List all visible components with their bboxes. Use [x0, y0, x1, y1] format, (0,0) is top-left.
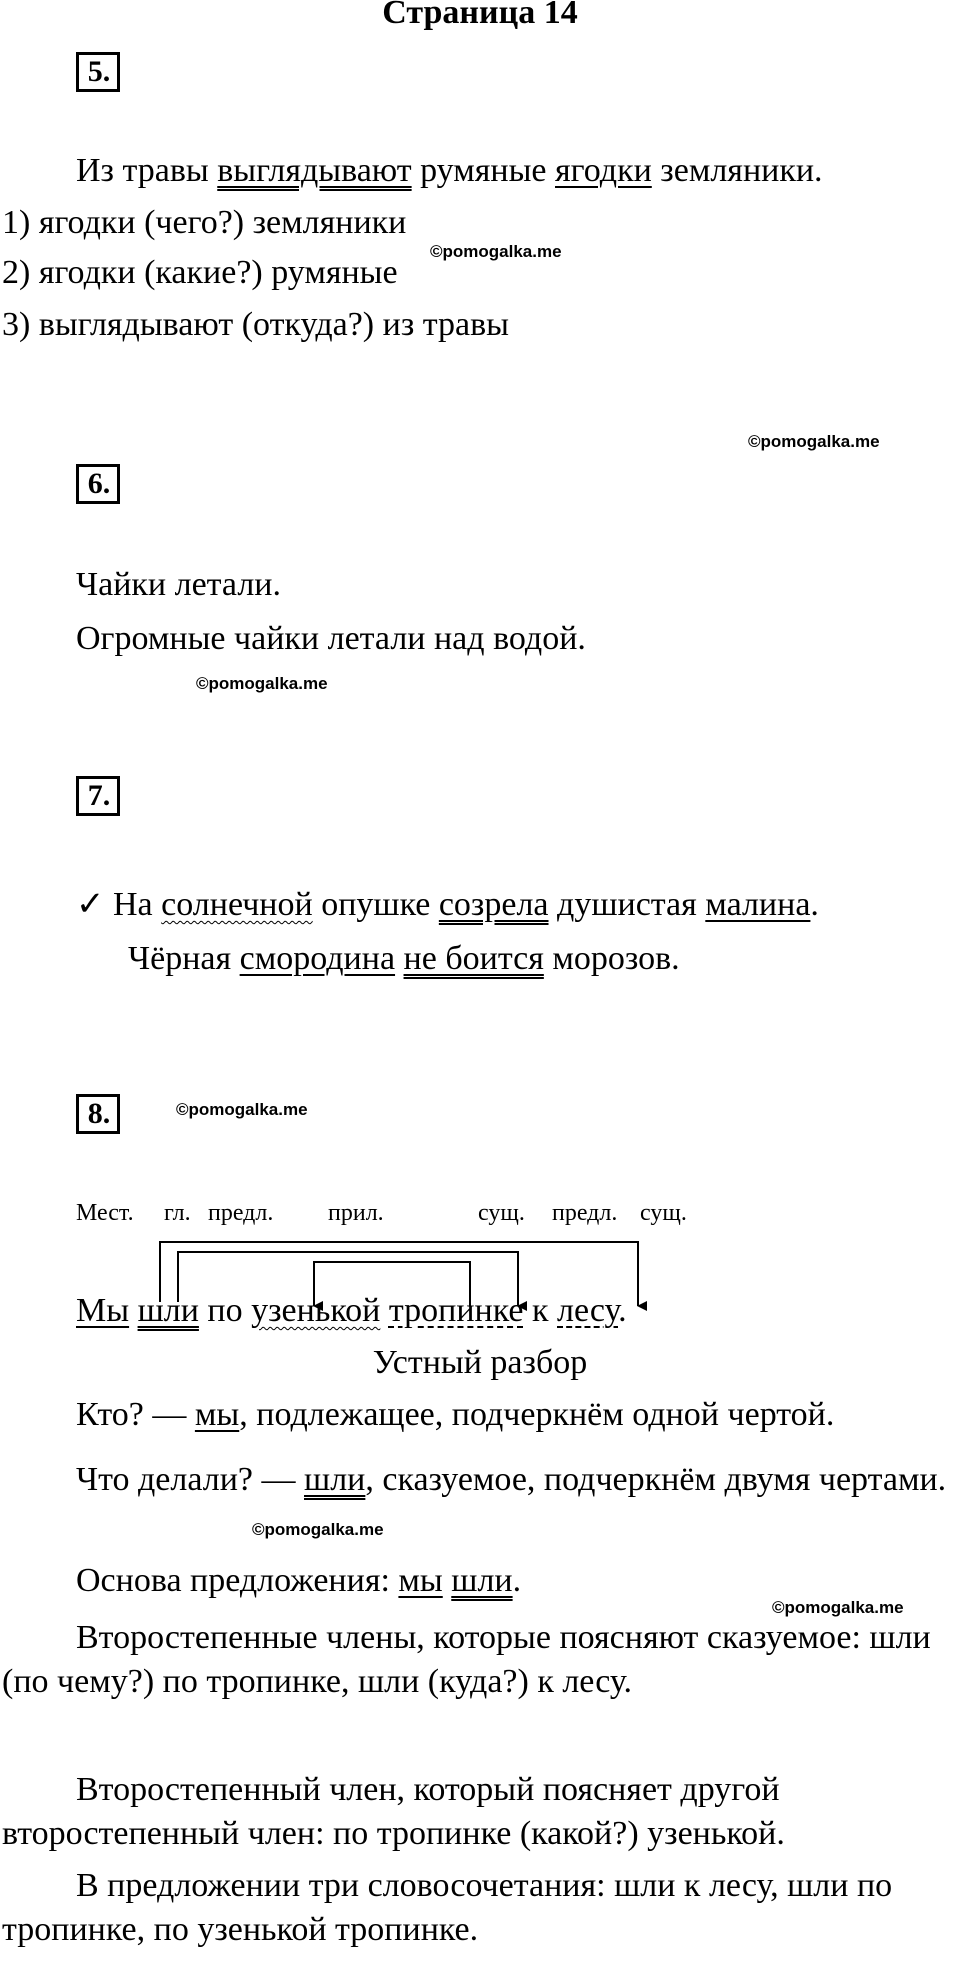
ex6-line-2: Огромные чайки летали над водой. — [76, 620, 586, 657]
ex5-line-2: 2) ягодки (какие?) румяные — [2, 254, 398, 291]
pos-label: предл. — [208, 1200, 274, 1226]
ex5-line-3: 3) выглядывают (откуда?) из травы — [2, 306, 510, 343]
attribute-word: узенькой — [251, 1292, 381, 1329]
ex5-line-1: 1) ягодки (чего?) земляники — [2, 204, 407, 241]
pos-label: предл. — [552, 1200, 618, 1226]
object-word: тропинке — [388, 1292, 524, 1329]
predicate-word: не боится — [403, 940, 544, 977]
watermark: ©pomogalka.me — [176, 1100, 308, 1119]
who-line: Кто? — мы, подлежащее, подчеркнём одной чертой. — [76, 1396, 835, 1433]
subject-word: Мы — [76, 1292, 130, 1329]
subject-word: малина — [705, 886, 811, 923]
subject-word: смородина — [239, 940, 396, 977]
page-title: Страница 14 — [382, 0, 578, 31]
pos-label: сущ. — [640, 1200, 687, 1226]
predicate-word: выглядывают — [217, 152, 412, 189]
pos-label: прил. — [328, 1200, 384, 1226]
watermark: ©pomogalka.me — [430, 242, 562, 261]
watermark: ©pomogalka.me — [772, 1598, 904, 1617]
basis-line: Основа предложения: мы шли. — [76, 1562, 522, 1599]
paragraph-secondary-member: Второстепенный член, который поясняет другой второстепенный член: по тропинке (какой?) узенькой. — [2, 1771, 785, 1852]
ex7-line-2: Чёрная смородина не боится морозов. — [128, 940, 680, 977]
oral-analysis-title: Устный разбор — [372, 1344, 588, 1381]
predicate-word: созрела — [438, 886, 549, 923]
exercise-5-number: 5. — [76, 52, 120, 92]
paragraph-secondary-members: Второстепенные члены, которые поясняют сказуемое: шли (по чему?) по тропинке, шли (куда?) к лесу. — [2, 1619, 931, 1700]
ex6-line-1: Чайки летали. — [76, 566, 281, 603]
object-word: лесу — [557, 1292, 619, 1329]
check-icon: ✓ — [76, 886, 105, 923]
watermark: ©pomogalka.me — [196, 674, 328, 693]
what-paragraph: Что делали? — шли, сказуемое, подчеркнём двумя чертами. — [76, 1461, 947, 1498]
ex5-sentence: Из травы выглядывают румяные ягодки земляники. — [76, 152, 823, 189]
ex8-sentence: Мы шли по узенькой тропинке к лесу. — [76, 1292, 627, 1329]
subject-word: ягодки — [555, 152, 652, 189]
pos-label: гл. — [164, 1200, 191, 1226]
pos-label: сущ. — [478, 1200, 525, 1226]
watermark: ©pomogalka.me — [252, 1520, 384, 1539]
ex7-line-1: ✓ На солнечной опушке созрела душистая малина. — [76, 886, 819, 923]
exercise-8-number: 8. — [76, 1094, 120, 1134]
exercise-7-number: 7. — [76, 776, 120, 816]
attribute-word: солнечной — [161, 886, 313, 923]
pos-label: Мест. — [76, 1200, 134, 1226]
exercise-6-number: 6. — [76, 464, 120, 504]
watermark: ©pomogalka.me — [748, 432, 880, 451]
paragraph-phrases: В предложении три словосочетания: шли к лесу, шли по тропинке, по узенькой тропинке. — [2, 1867, 893, 1948]
predicate-word: шли — [137, 1292, 199, 1329]
